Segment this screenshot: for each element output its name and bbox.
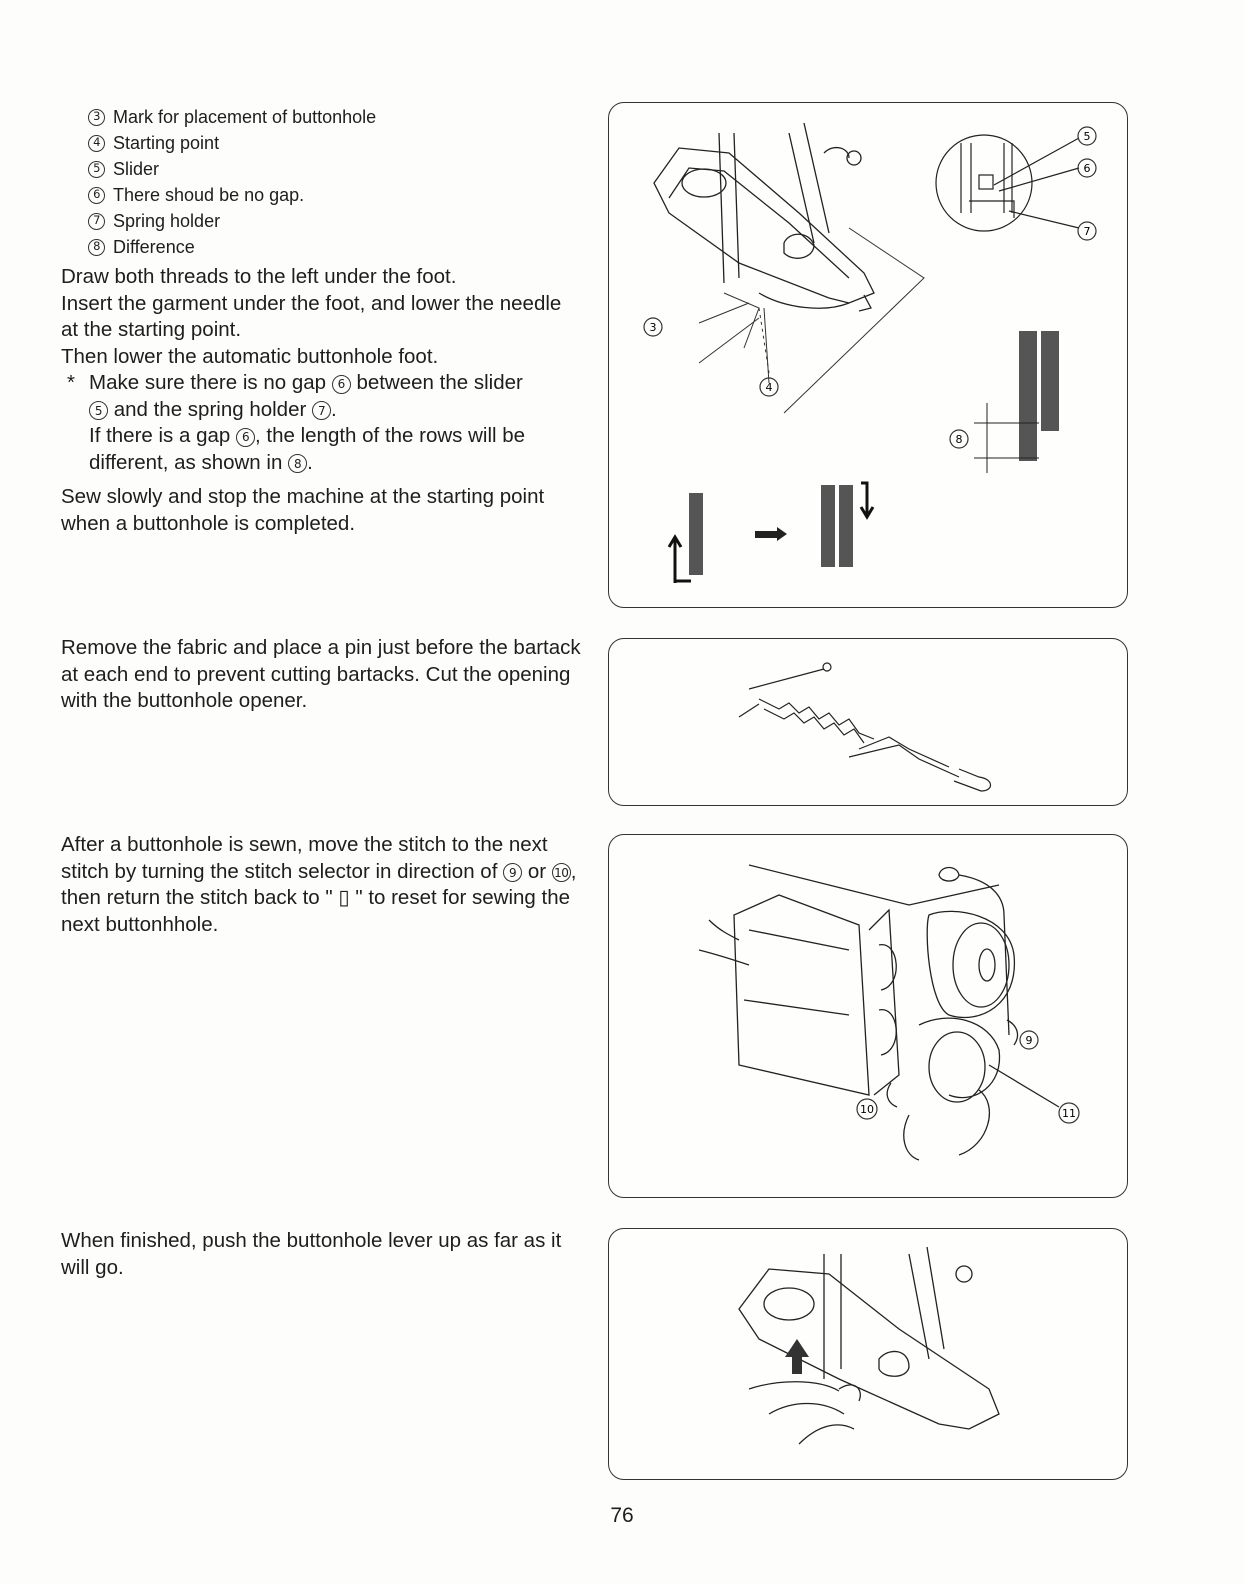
legend-item <box>88 208 376 234</box>
callout-number: 6 <box>236 428 255 447</box>
legend-text: There shoud be no gap. <box>113 185 305 205</box>
instruction-paragraph: Insert the garment under the foot, and lower the needle at the starting point. <box>61 291 562 341</box>
stitch-selector-illustration <box>609 835 1127 1197</box>
legend-text: Spring holder <box>113 211 221 231</box>
instruction-paragraph: Then lower the automatic buttonhole foot. <box>61 344 439 368</box>
buttonhole-foot-illustration <box>609 103 1127 607</box>
asterisk: * <box>67 371 75 394</box>
callout-number: 7 <box>312 401 331 420</box>
callout-number: 6 <box>88 187 105 204</box>
section2-text <box>61 635 581 715</box>
callout-number: 9 <box>503 863 522 882</box>
callout-4-label: 4 <box>765 381 773 394</box>
callout-8-label: 8 <box>955 433 963 446</box>
legend-item <box>88 130 376 156</box>
legend-item <box>88 156 376 182</box>
instruction-paragraph: Sew slowly and stop the machine at the starting point when a buttonhole is completed. <box>61 485 545 535</box>
callout-number: 8 <box>88 239 105 256</box>
note-body: Make sure there is no gap 6 between the slider 5 and the spring holder 7 . If there is a gap 6 , the length of the rows will be different, as shown in 8 . <box>89 371 526 474</box>
callout-number: 4 <box>88 135 105 152</box>
note <box>61 370 581 476</box>
callout-7-label: 7 <box>1083 225 1091 238</box>
page-number: 76 <box>610 1504 634 1527</box>
callout-number: 5 <box>89 401 108 420</box>
legend-item <box>88 234 376 260</box>
legend-item <box>88 104 376 130</box>
legend-item <box>88 182 376 208</box>
callout-10-label: 10 <box>860 1103 874 1116</box>
section1-text <box>61 264 581 537</box>
illustration-panel-foot <box>608 102 1128 608</box>
legend-text: Mark for placement of buttonhole <box>113 107 377 127</box>
callout-6-label: 6 <box>1083 162 1091 175</box>
legend-list <box>88 104 376 260</box>
buttonhole-stitch-symbol: ▯ <box>338 886 350 909</box>
instruction-paragraph: Draw both threads to the left under the foot. <box>61 265 457 288</box>
callout-number: 6 <box>332 375 351 394</box>
legend-text: Starting point <box>113 133 220 153</box>
instruction-paragraph: Remove the fabric and place a pin just before the bartack at each end to prevent cutting bartacks. Cut the opening with the buttonhole opener. <box>61 636 581 712</box>
section3-text <box>61 832 581 938</box>
callout-3-label: 3 <box>649 321 657 334</box>
buttonhole-lever-illustration <box>609 1229 1127 1479</box>
callout-number: 10 <box>552 863 571 882</box>
callout-number: 3 <box>88 109 105 126</box>
legend-text: Difference <box>113 237 195 257</box>
callout-11-label: 11 <box>1062 1107 1076 1120</box>
legend-text: Slider <box>113 159 160 179</box>
instruction-paragraph: After a buttonhole is sewn, move the stitch to the next stitch by turning the stitch selector in direction of 9 or 10 , then return the stitch back to " ▯ " to reset for sewing the next buttonhhole. <box>61 833 577 936</box>
buttonhole-opener-illustration <box>609 639 1127 805</box>
illustration-panel-selector <box>608 834 1128 1198</box>
callout-number: 8 <box>288 454 307 473</box>
illustration-panel-opener <box>608 638 1128 806</box>
callout-9-label: 9 <box>1025 1034 1033 1047</box>
illustration-panel-lever <box>608 1228 1128 1480</box>
callout-number: 5 <box>88 161 105 178</box>
section4-text <box>61 1228 581 1281</box>
instruction-paragraph: When finished, push the buttonhole lever up as far as it will go. <box>61 1229 562 1279</box>
callout-5-label: 5 <box>1083 130 1091 143</box>
callout-number: 7 <box>88 213 105 230</box>
